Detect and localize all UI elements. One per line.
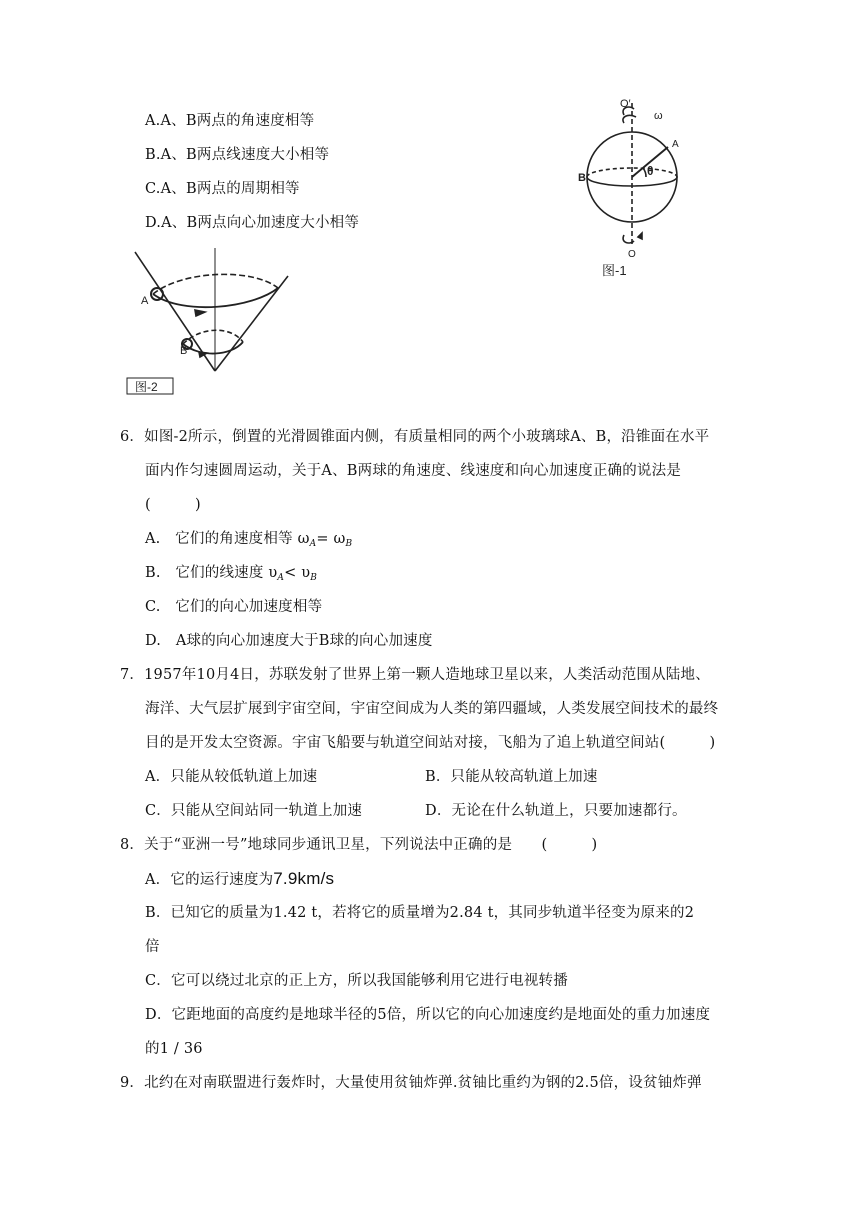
q6-line-1: 6．如图-2所示，倒置的光滑圆锥面内侧，有质量相同的两个小玻璃球A、B，沿锥面在水平 xyxy=(120,429,710,445)
q6-option-a-sub2: B xyxy=(345,539,353,549)
fig2-caption: 图-2 xyxy=(135,380,158,394)
fig1-caption: 图-1 xyxy=(602,263,627,278)
q6-option-b-sub2: B xyxy=(310,573,318,583)
q7-option-d: D．无论在什么轨道上，只要加速都行。 xyxy=(425,803,687,819)
q7-option-a: A．只能从较低轨道上加速 xyxy=(145,769,318,785)
q5-option-c: C.A、B两点的周期相等 xyxy=(145,181,300,197)
figure-2-cone xyxy=(123,246,298,396)
q5-option-b: B.A、B两点线速度大小相等 xyxy=(145,147,330,163)
q8-option-a-prefix: A．它的运行速度为 xyxy=(145,872,274,888)
q8-option-c: C．它可以绕过北京的正上方，所以我国能够利用它进行电视转播 xyxy=(145,973,568,989)
fig1-label-theta: θ xyxy=(647,164,654,178)
q5-option-d: D.A、B两点向心加速度大小相等 xyxy=(145,215,360,231)
q8-option-a-value: 7.9km/s xyxy=(273,869,335,888)
q8-option-b-line-2: 倍 xyxy=(145,939,160,955)
fig1-label-b: B xyxy=(578,172,586,184)
q6-option-a-text: A. 它们的角速度相等 ω xyxy=(145,531,310,547)
q7-line-1: 7．1957年10月4日，苏联发射了世界上第一颗人造地球卫星以来，人类活动范围从陆地、 xyxy=(120,667,710,683)
q6-option-a-mid: = ω xyxy=(316,531,346,547)
q8-option-b-line-1: B．已知它的质量为1.42 t，若将它的质量增为2.84 t，其同步轨道半径变为原来的2 xyxy=(145,905,695,921)
q8-option-d-line-2: 的1 / 36 xyxy=(145,1041,203,1057)
q6-option-d: D. A球的向心加速度大于B球的向心加速度 xyxy=(145,633,433,649)
q8-line-1: 8．关于“亚洲一号”地球同步通讯卫星，下列说法中正确的是 ( ) xyxy=(120,837,598,853)
q6-option-a-sub1: A xyxy=(309,539,317,549)
q5-option-a: A.A、B两点的角速度相等 xyxy=(145,113,315,129)
q6-option-b-sub1: A xyxy=(277,573,285,583)
q6-option-a xyxy=(145,529,352,554)
q6-line-2: 面内作匀速圆周运动，关于A、B两球的角速度、线速度和向心加速度正确的说法是 xyxy=(145,463,682,479)
q7-line-3: 目的是开发太空资源。宇宙飞船要与轨道空间站对接，飞船为了追上轨道空间站( ) xyxy=(145,735,716,751)
q7-line-2: 海洋、大气层扩展到宇宙空间，宇宙空间成为人类的第四疆域，人类发展空间技术的最终 xyxy=(145,701,719,717)
q6-option-b-mid: < υ xyxy=(284,565,311,581)
q8-option-d-line-1: D．它距地面的高度约是地球半径的5倍，所以它的向心加速度约是地面处的重力加速度 xyxy=(145,1007,711,1023)
q8-option-a xyxy=(145,869,334,890)
fig2-label-b: B xyxy=(180,345,188,357)
fig2-label-a: A xyxy=(141,295,149,307)
q6-line-3: ( ) xyxy=(145,497,201,513)
fig1-label-omega: ω xyxy=(654,110,663,122)
q6-option-b-text: B. 它们的线速度 υ xyxy=(145,565,278,581)
figure-1-sphere xyxy=(580,95,710,285)
q6-option-b xyxy=(145,563,317,588)
q7-option-b: B．只能从较高轨道上加速 xyxy=(425,769,598,785)
q7-option-c: C．只能从空间站同一轨道上加速 xyxy=(145,803,363,819)
fig1-label-bottom: O xyxy=(628,249,636,260)
q6-option-c: C. 它们的向心加速度相等 xyxy=(145,599,323,615)
fig1-label-top: O′ xyxy=(620,98,631,110)
q9-line-1: 9．北约在对南联盟进行轰炸时，大量使用贫铀炸弹.贫铀比重约为钢的2.5倍，设贫铀炸弹 xyxy=(120,1075,702,1091)
fig1-label-a: A xyxy=(672,139,679,150)
